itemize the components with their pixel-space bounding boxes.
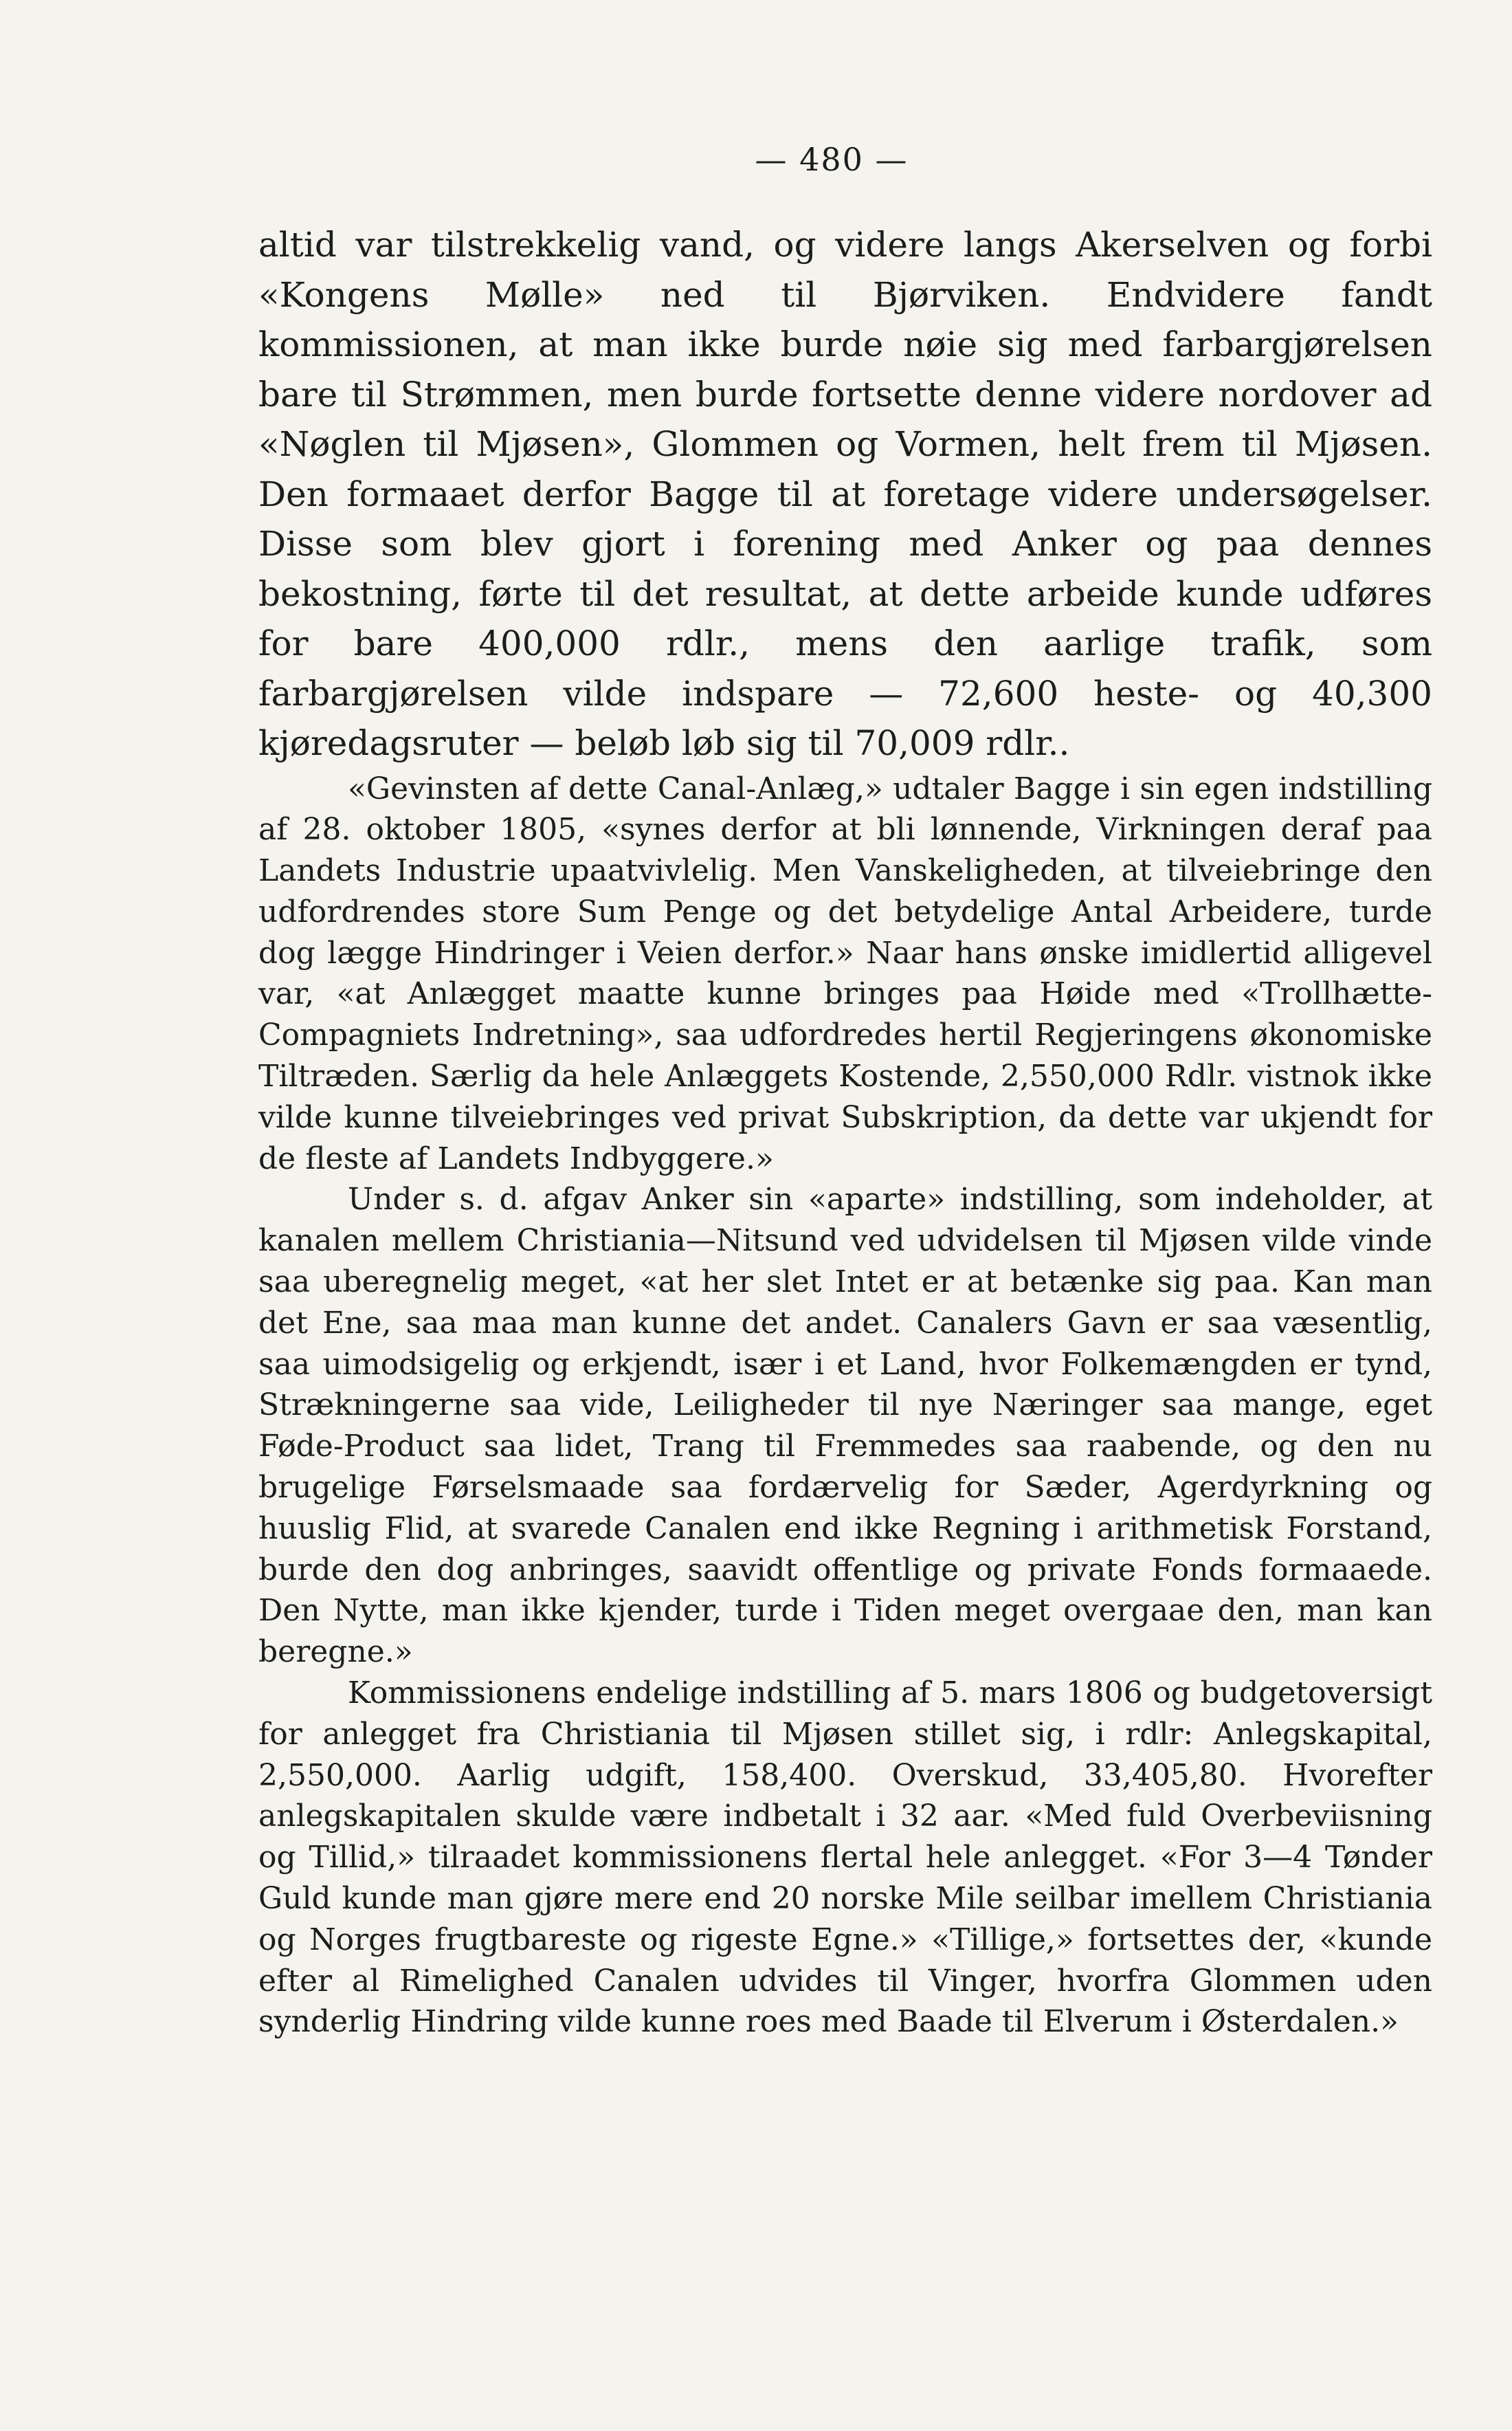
paragraph-kommission: altid var tilstrekkelig vand, og videre langs Akerselven og forbi «Kongens Mølle» ned til Bjørviken. Endvidere fandt kommissionen, at man ikke burde nøie sig med farbargjørelsen bare til Strømmen, men burde fortsette denne videre nordover ad «Nøglen til Mjøsen», Glommen og Vormen, helt frem til Mjøsen. Den formaaet derfor Bagge til at foretage videre undersøgelser. Disse som blev gjort i forening med Anker og paa dennes bekostning, førte til det resultat, at dette arbeide kunde udføres for bare 400,000 rdlr., mens den aarlige trafik, som farbargjørelsen vilde indspare — 72,600 heste- og 40,300 kjøredagsruter — beløb løb sig til 70,009 rdlr.. <box>258 225 1432 763</box>
page-number: — 480 — <box>755 141 909 178</box>
paragraph-final-recommendation: Kommissionens endelige indstilling af 5. mars 1806 og budgetoversigt for anlegget fra Christiania til Mjøsen stillet sig, i rdlr: Anlegskapital, 2,550,000. Aarlig udgift, 158,400. Overskud, 33,405,80. Hvorefter anlegskapitalen skulde være indbetalt i 32 aar. «Med fuld Overbeviisning og Tillid,» tilraadet kommissionens flertal hele anlegget. «For 3—4 Tønder Guld kunde man gjøre mere end 20 norske Mile seilbar imellem Christiania og Norges frugtbareste og rigeste Egne.» «Tillige,» fortsettes der, «kunde efter al Rimelighed Canalen udvides til Vinger, hvorfra Glommen uden synderlig Hindring vilde kunne roes med Baade til Elverum i Østerdalen.» <box>258 1675 1432 2040</box>
paragraph-bagge-quote: «Gevinsten af dette Canal-Anlæg,» udtaler Bagge i sin egen indstilling af 28. oktober 1805, «synes derfor at bli lønnende, Virkningen deraf paa Landets Industrie upaatvivlelig. Men Vanskeligheden, at tilveiebringe den udfordrendes store Sum Penge og det betydelige Antal Arbeidere, turde dog lægge Hindringer i Veien derfor.» Naar hans ønske imidlertid alligevel var, «at Anlægget maatte kunne bringes paa Høide med «Trollhætte-Compagniets Indretning», saa udfordredes hertil Regjeringens økonomiske Tiltræden. Særlig da hele Anlæggets Kostende, 2,550,000 Rdlr. vistnok ikke vilde kunne tilveiebringes ved privat Subskription, da dette var ukjendt for de fleste af Landets Indbyggere.» <box>258 771 1432 1176</box>
document-body <box>258 220 1432 2043</box>
paragraph-anker-aparte: Under s. d. afgav Anker sin «aparte» indstilling, som indeholder, at kanalen mellem Christiania—Nitsund ved udvidelsen til Mjøsen vilde vinde saa uberegnelig meget, «at her slet Intet er at betænke sig paa. Kan man det Ene, saa maa man kunne det andet. Canalers Gavn er saa væsentlig, saa uimodsigelig og erkjendt, især i et Land, hvor Folkemængden er tynd, Strækningerne saa vide, Leiligheder til nye Næringer saa mange, eget Føde-Product saa lidet, Trang til Fremmedes saa raabende, og den nu brugelige Førselsmaade saa fordærvelig for Sæder, Agerdyrkning og huuslig Flid, at svarede Canalen end ikke Regning i arithmetisk Forstand, burde den dog anbringes, saavidt offentlige og private Fonds formaaede. Den Nytte, man ikke kjender, turde i Tiden meget overgaae den, man kan beregne.» <box>258 1182 1432 1670</box>
